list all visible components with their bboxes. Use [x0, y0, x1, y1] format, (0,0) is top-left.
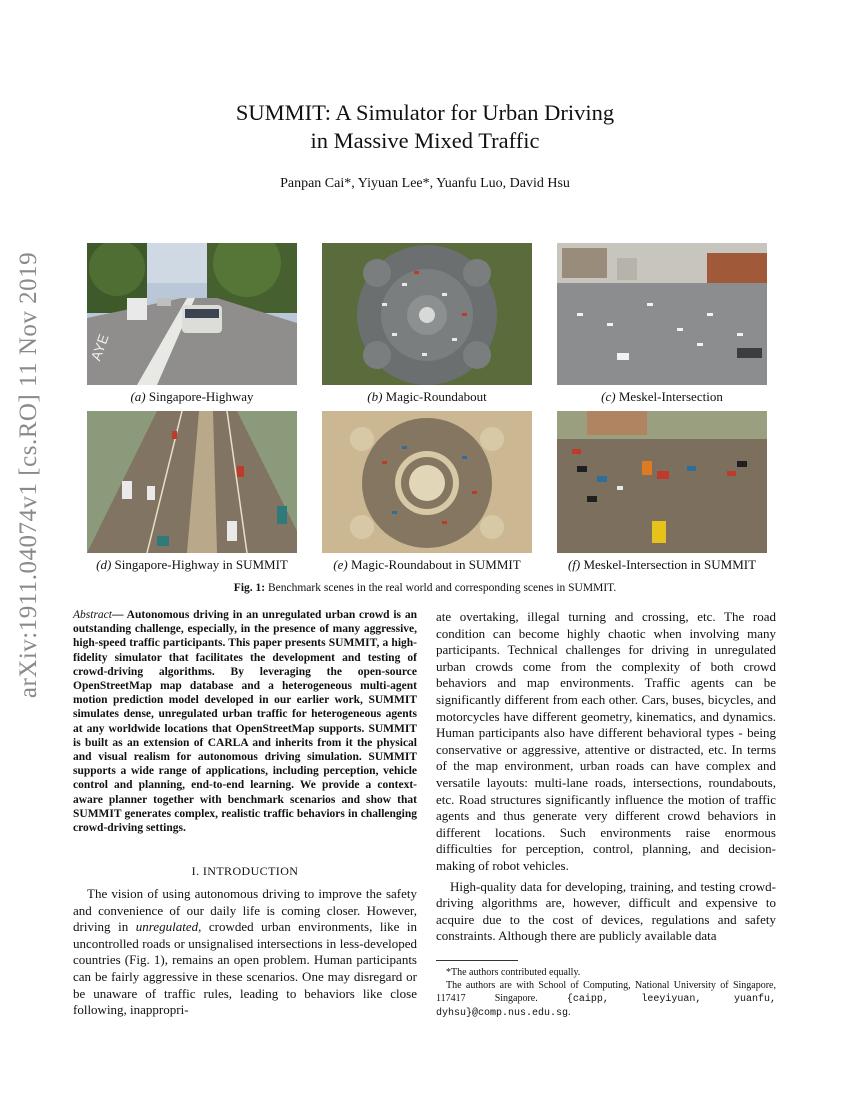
- subcaption-b: [307, 389, 547, 405]
- right-paragraph-2: High-quality data for developing, training, and testing crowd-driving algorithms are, however, difficult and expensive to acquire due to the cost of devices, regulations and safety constraints. Although there are publicly available data: [436, 878, 776, 944]
- arxiv-identifier: [9, 251, 49, 699]
- author-emails: {caipp, leeyiyuan, yuanfu, dyhsu}@comp.nus.edu.sg: [436, 994, 776, 1019]
- abstract-label: Abstract: [73, 609, 112, 621]
- image-meskel-intersection: [557, 243, 767, 385]
- image-meskel-intersection-summit: [557, 411, 767, 553]
- image-magic-roundabout: [322, 243, 532, 385]
- subcaption-letter: (b): [367, 389, 383, 404]
- footnote-2: [436, 979, 776, 1020]
- footnote-end: .: [568, 1007, 571, 1018]
- subcaption-a: [72, 389, 312, 405]
- image-singapore-highway-summit: [87, 411, 297, 553]
- subcaption-e: [307, 557, 547, 573]
- footnote-rule: [436, 960, 518, 961]
- subcaption-d: [72, 557, 312, 573]
- figure-caption-text: Benchmark scenes in the real world and corresponding scenes in SUMMIT.: [265, 582, 617, 594]
- subcaption-letter: (a): [130, 389, 146, 404]
- intro-text-2: , crowded urban environments, like in uncontrolled roads or unsignalised intersections in less-developed countries (Fig. 1), remains an open problem. Human participants can be fairly aggressive in these scenarios. One may disregard or be unaware of traffic rules, leading to behaviors like close following, inappropri-: [73, 919, 417, 1018]
- author-list: Panpan Cai*, Yiyuan Lee*, Yuanfu Luo, David Hsu: [280, 176, 570, 191]
- subcaption-text: Singapore-Highway in SUMMIT: [111, 557, 288, 572]
- right-column: [436, 609, 776, 945]
- right-paragraph-1: ate overtaking, illegal turning and crossing, etc. The road condition can become highly chaotic when involving many participants. Technical challenges for driving in unregulated urban crowds come from the complexity of both crowd behaviors and map environments. Traffic agents can be significantly different from each other. Cars, buses, bicycles, and motorcycles have different geometry, kinematics, and dynamics. Human participants also have different behavioral types - being conservative or aggressive, attentive or distracted, etc. In terms of the map environment, urban roads can have complex and versatile layouts: multi-lane roads, intersections, roundabouts, etc. Road structures significantly influence the motion of traffic agents and thus generate very different crowd behaviors in different locations. Such environments raise enormous difficulties for perception, control, planning, and decision-making of robot vehicles.: [436, 609, 776, 873]
- abstract-text: — Autonomous driving in an unregulated urban crowd is an outstanding challenge, especially, in the presence of many aggressive, high-speed traffic participants. This paper presents SUMMIT, a high-fidelity simulator that facilitates the development and testing of crowd-driving algorithms. By leveraging the open-source OpenStreetMap map database and a heterogeneous multi-agent motion prediction model developed in our earlier work, SUMMIT simulates dense, unregulated urban traffic for heterogeneous agents at any worldwide locations that OpenStreetMap supports. SUMMIT is built as an extension of CARLA and inherits from it the physical and visual realism for autonomous driving simulation. SUMMIT supports a wide range of applications, including perception, vehicle control and planning, end-to-end learning. We provide a context-aware planner together with benchmark scenarios and show that SUMMIT generates complex, realistic traffic behaviors in challenging crowd-driving settings.: [73, 609, 417, 835]
- svg-text:AYE: AYE: [87, 331, 112, 363]
- subcaption-text: Meskel-Intersection: [615, 389, 723, 404]
- image-singapore-highway: [87, 243, 297, 385]
- subcaption-letter: (c): [601, 389, 616, 404]
- title-line-1: SUMMIT: A Simulator for Urban Driving: [235, 100, 615, 125]
- section-heading-introduction: I. INTRODUCTION: [191, 864, 299, 878]
- intro-emphasis: unregulated: [135, 919, 199, 935]
- introduction-paragraph: [73, 886, 417, 1019]
- subcaption-text: Magic-Roundabout in SUMMIT: [347, 557, 521, 572]
- footnotes: [436, 966, 776, 1020]
- subcaption-text: Magic-Roundabout: [382, 389, 487, 404]
- title-line-2: in Massive Mixed Traffic: [310, 128, 540, 153]
- abstract: [73, 608, 417, 835]
- arxiv-id-text: arXiv:1911.04074v1 [cs.RO] 11 Nov 2019: [15, 251, 42, 699]
- subcaption-c: [542, 389, 782, 405]
- figure-caption-label: Fig. 1:: [233, 582, 266, 594]
- subcaption-letter: (e): [333, 557, 348, 572]
- subcaption-text: Meskel-Intersection in SUMMIT: [580, 557, 757, 572]
- figure-caption: [0, 582, 850, 594]
- image-magic-roundabout-summit: [322, 411, 532, 553]
- paper-title: [0, 99, 850, 155]
- subcaption-letter: (f): [567, 557, 581, 572]
- subcaption-letter: (d): [96, 557, 112, 572]
- footnote-1: *The authors contributed equally.: [446, 967, 581, 978]
- subcaption-f: [542, 557, 782, 573]
- intro-text-1: The vision of using autonomous driving to improve the safety and convenience of our daily life is coming closer. However, driving in: [73, 886, 417, 935]
- footnote-affiliation: The authors are with School of Computing, National University of Singapore, 117417 Singapore.: [436, 980, 776, 1004]
- subcaption-text: Singapore-Highway: [145, 389, 254, 404]
